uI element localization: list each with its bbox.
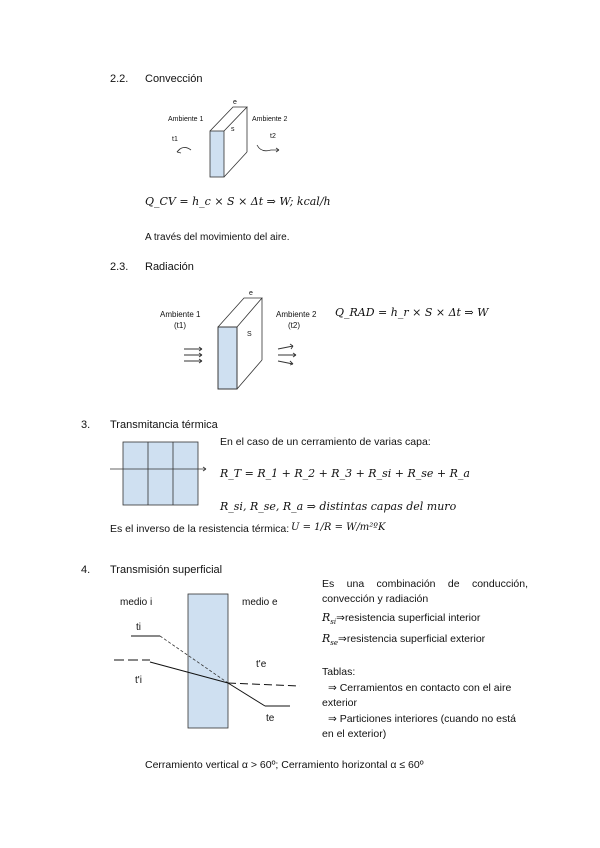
rad-ambiente2-label: Ambiente 2 xyxy=(276,310,317,319)
rad-e-label: e xyxy=(249,290,253,297)
sup-medio-i-label: medio i xyxy=(120,597,153,608)
sup-item1-line1: ⇒ Cerramientos en contacto con el aire xyxy=(328,682,512,694)
sup-intro-line1: Es una combinación de conducción, xyxy=(322,578,528,590)
rad-formula: Q_RAD = h_r × S × Δt ⇒ W xyxy=(335,306,489,319)
conv-ambiente1-label: Ambiente 1 xyxy=(168,116,204,123)
sup-ti-label: ti xyxy=(136,622,141,633)
sup-item1-line2: exterior xyxy=(322,697,358,709)
rad-section-title: Radiación xyxy=(145,261,194,273)
footer-angle-note: Cerramiento vertical α > 60º; Cerramiento horizontal α ≤ 60º xyxy=(145,759,424,771)
sup-tpe-line xyxy=(228,683,300,686)
sup-tpi-label: t'i xyxy=(135,675,142,686)
trans-intro: En el caso de un cerramiento de varias capa: xyxy=(220,436,431,448)
trans-section-number: 3. xyxy=(81,419,91,431)
sup-te-label: te xyxy=(266,713,275,724)
trans-layers: R_si, R_se, R_a ⇒ distintas capas del muro xyxy=(220,500,457,513)
conv-section-title: Convección xyxy=(145,73,203,85)
trans-inverse-formula: U = 1/R = W/m²ºK xyxy=(291,522,386,533)
rad-t1-label: (t1) xyxy=(174,321,186,330)
sup-item2-line1: ⇒ Particiones interiores (cuando no está xyxy=(328,713,516,725)
conv-formula: Q_CV = h_c × S × Δt ⇒ W; kcal/h xyxy=(145,195,331,208)
conv-s-label: s xyxy=(231,126,235,133)
conv-t2-label: t2 xyxy=(270,133,276,140)
sup-intro-line2: convección y radiación xyxy=(322,593,429,605)
sup-section-number: 4. xyxy=(81,564,91,576)
trans-inverse-text: Es el inverso de la resistencia térmica: xyxy=(110,523,290,535)
sup-medio-e-label: medio e xyxy=(242,597,278,608)
sup-outer-profile xyxy=(228,683,265,706)
sup-tablas-label: Tablas: xyxy=(322,666,356,678)
rad-t2-label: (t2) xyxy=(288,321,300,330)
trans-section-title: Transmitancia térmica xyxy=(110,419,218,431)
conv-e-label: e xyxy=(233,99,237,106)
conv-section-number: 2.2. xyxy=(110,73,129,85)
sup-section-title: Transmisión superficial xyxy=(110,564,223,576)
rad-ambiente1-label: Ambiente 1 xyxy=(160,310,201,319)
sup-rsi-line: $R_{si}\Rightarrow resistencia$ superficial interior xyxy=(322,611,481,627)
sup-rsi-text: ⇒resistencia superficial interior xyxy=(336,612,481,624)
conv-description: A través del movimiento del aire. xyxy=(145,232,290,243)
rad-s-label: S xyxy=(247,331,252,338)
sup-tpe-label: t'e xyxy=(256,659,267,670)
sup-rse-text: ⇒resistencia superficial exterior xyxy=(338,633,486,645)
rad-section-number: 2.3. xyxy=(110,261,129,273)
conv-t1-label: t1 xyxy=(172,136,178,143)
sup-rse-line: $R_{se}\Rightarrow resistencia$ superficial exterior xyxy=(322,632,486,648)
sup-item2-line2: en el exterior) xyxy=(322,728,387,740)
sup-wall xyxy=(188,594,228,728)
conv-ambiente2-label: Ambiente 2 xyxy=(252,116,288,123)
trans-formula: R_T = R_1 + R_2 + R_3 + R_si + R_se + R_a xyxy=(220,467,470,480)
